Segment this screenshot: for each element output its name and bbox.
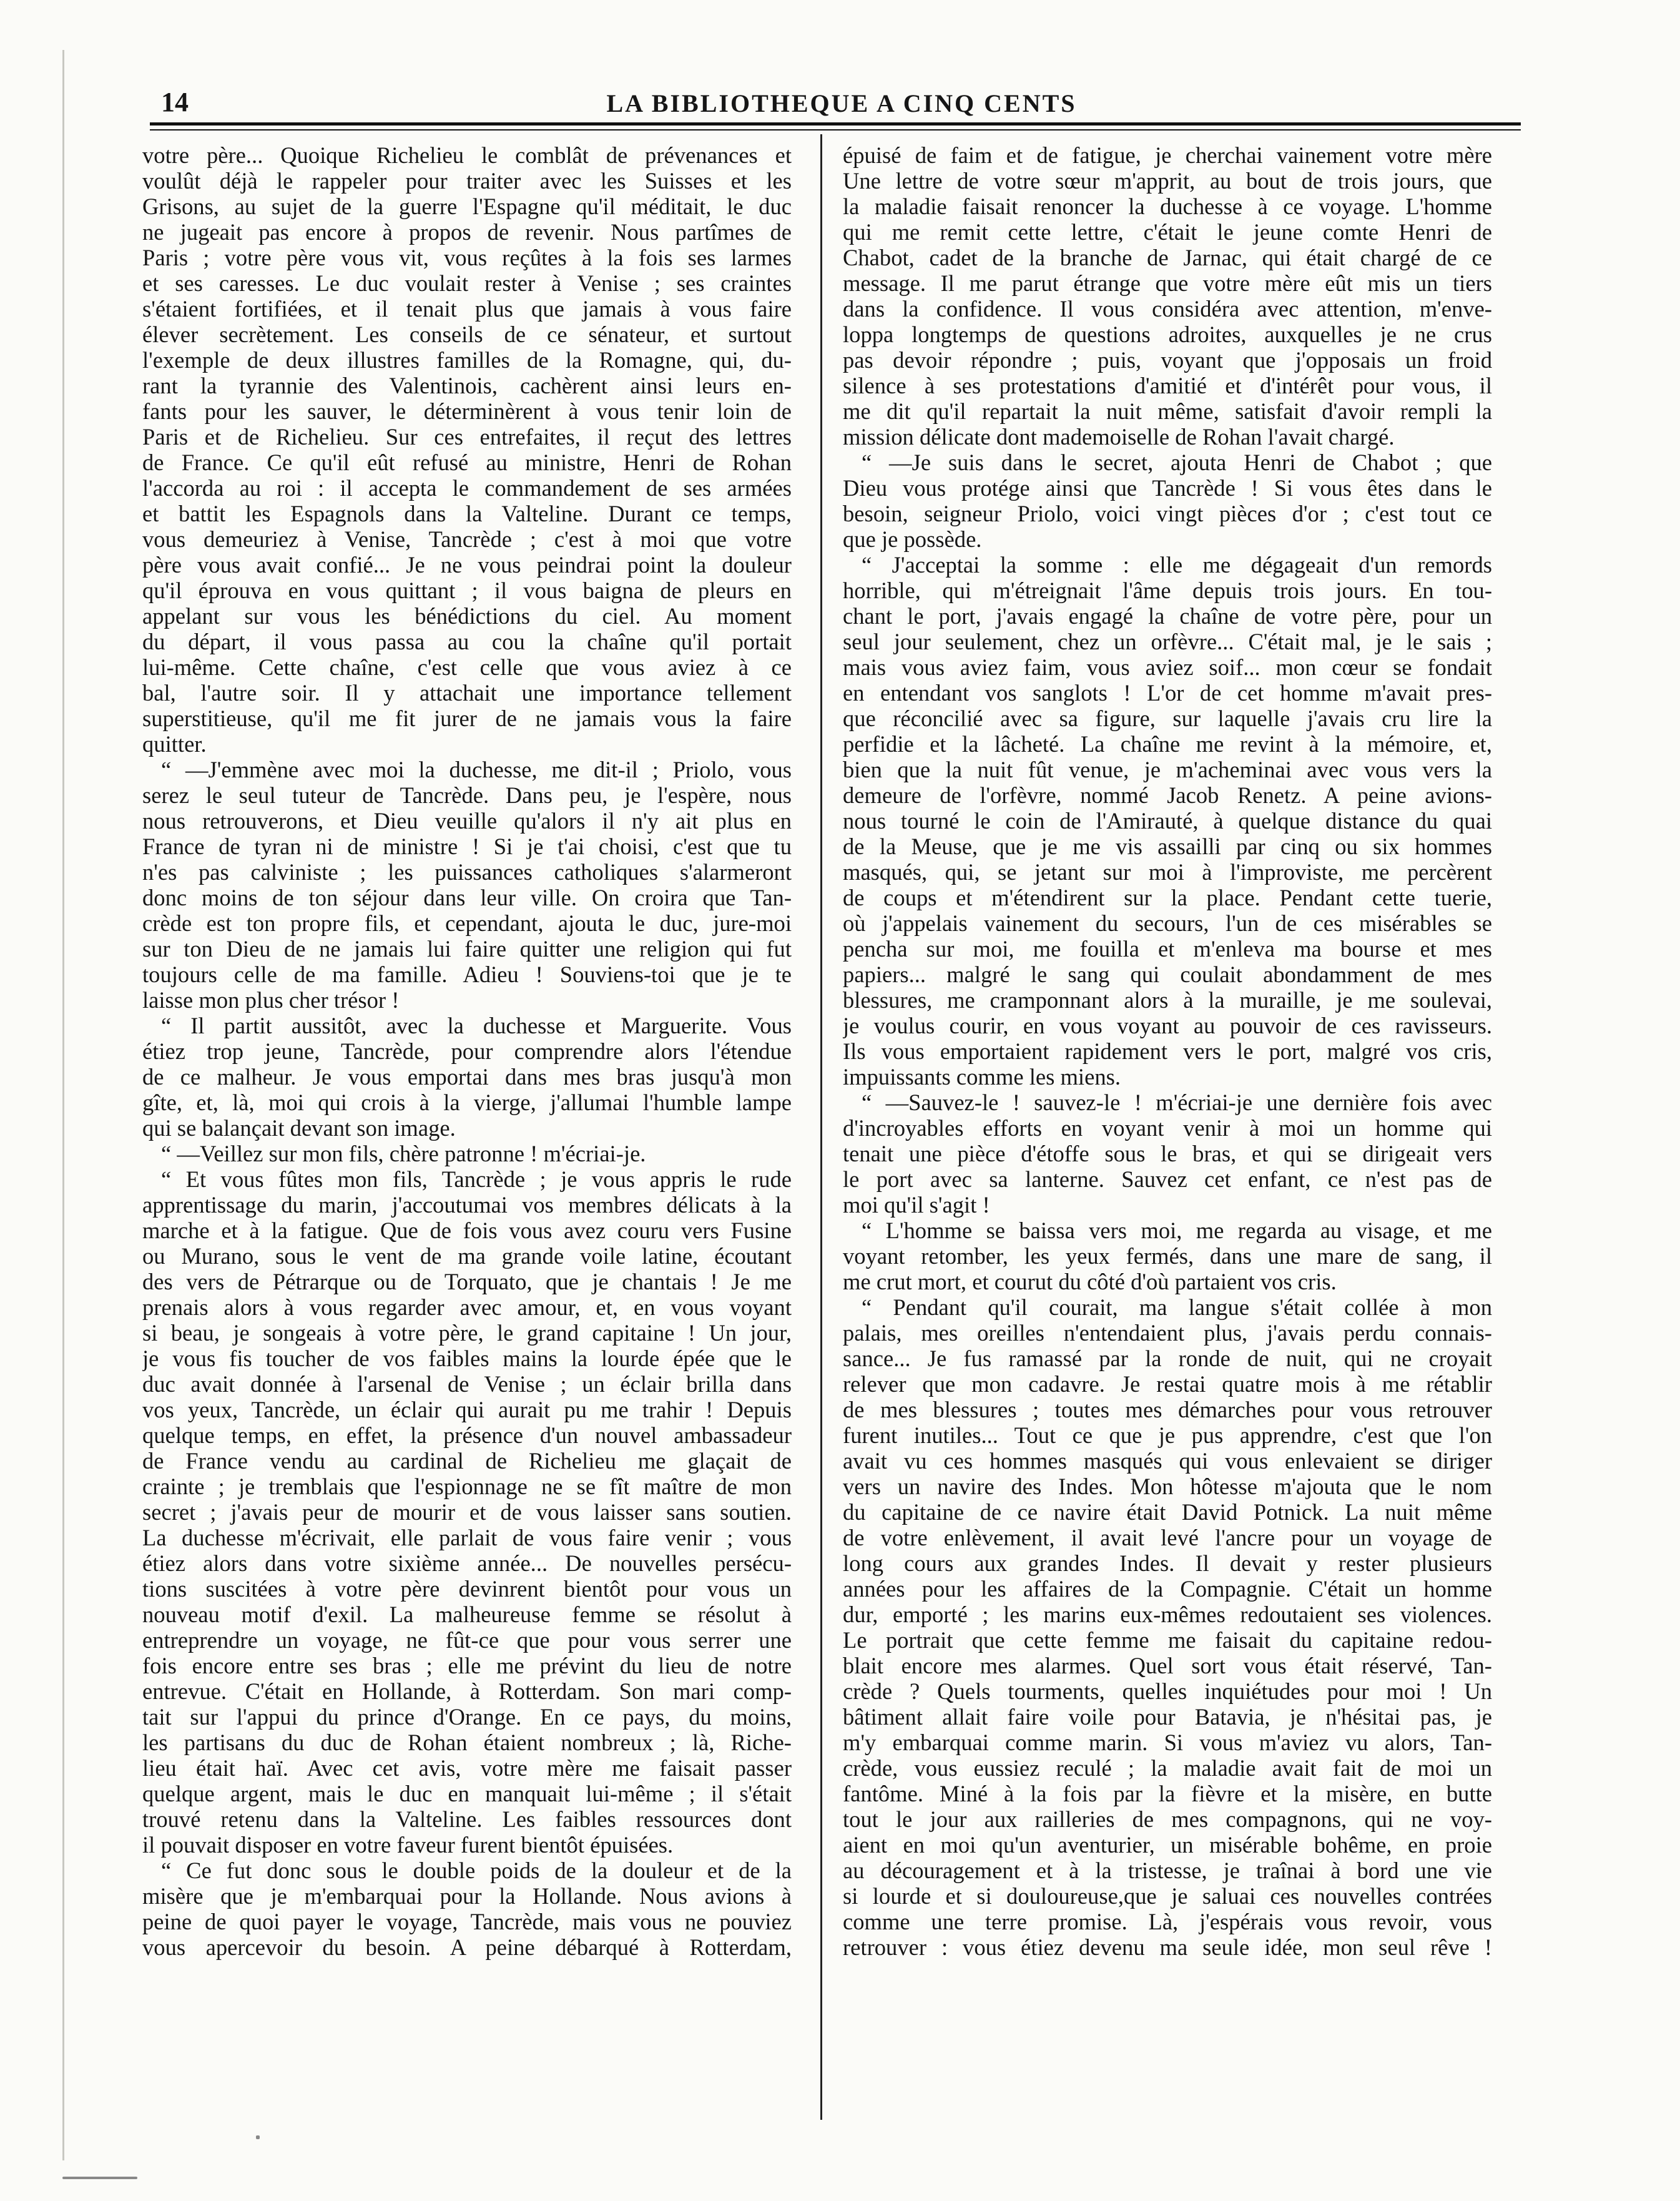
text-line: vous demeuriez à Venise, Tancrède ; c'est à moi que votre	[142, 526, 792, 552]
text-line: entreprendre un voyage, ne fût-ce que pour vous serrer une	[142, 1627, 792, 1653]
text-line: peine de quoi payer le voyage, Tancrède, mais vous ne pouviez	[142, 1909, 792, 1934]
text-line: quitter.	[142, 731, 207, 757]
text-line: fants pour les sauver, le déterminèrent à vous tenir loin de	[142, 398, 792, 424]
text-line: “ —J'emmène avec moi la duchesse, me dit-il ; Priolo, vous	[161, 757, 792, 782]
text-line: pas devoir répondre ; puis, voyant que j'opposais un froid	[843, 347, 1492, 373]
ink-speck	[256, 2135, 260, 2139]
text-line: relever que mon cadavre. Je restai quatre mois à me rétablir	[843, 1371, 1492, 1397]
text-line: La duchesse m'écrivait, elle parlait de vous faire venir ; vous	[142, 1525, 792, 1550]
text-line: qui se balançait devant son image.	[142, 1115, 456, 1141]
text-line: le port avec sa lanterne. Sauvez cet enfant, ce n'est pas de	[843, 1166, 1492, 1192]
text-line: crède ? Quels tourments, quelles inquiétudes pour moi ! Un	[843, 1678, 1492, 1704]
text-line: impuissants comme les miens.	[843, 1064, 1121, 1090]
text-line: “ Pendant qu'il courait, ma langue s'était collée à mon	[862, 1294, 1492, 1320]
text-line: aient en moi qu'un aventurier, un misérable bohême, en proie	[843, 1832, 1492, 1858]
text-line: laisse mon plus cher trésor !	[142, 987, 400, 1013]
text-line: vous apercevoir du besoin. A peine débarqué à Rotterdam,	[142, 1934, 792, 1960]
text-line: quelque temps, en effet, la présence d'un nouvel ambassadeur	[142, 1422, 792, 1448]
text-line: les partisans du duc de Rohan étaient nombreux ; là, Riche-	[142, 1730, 792, 1755]
text-line: marche et à la fatigue. Que de fois vous avez couru vers Fusine	[142, 1218, 792, 1243]
text-line: Ils vous emportaient rapidement vers le port, malgré vos cris,	[843, 1038, 1492, 1064]
text-line: père vous avait confié... Je ne vous peindrai point la douleur	[142, 552, 792, 578]
text-line: nous tourné le coin de l'Amirauté, à quelque distance du quai	[843, 808, 1492, 834]
text-line: blait encore mes alarmes. Quel sort vous était réservé, Tan-	[843, 1653, 1492, 1678]
text-line: perfidie et la lâcheté. La chaîne me revint à la mémoire, et,	[843, 731, 1492, 757]
text-line: Chabot, cadet de la branche de Jarnac, qui était chargé de ce	[843, 245, 1492, 270]
text-line: trouvé retenu dans la Valteline. Les faibles ressources dont	[142, 1806, 792, 1832]
text-line: donc moins de ton séjour dans leur ville. On croira que Tan-	[142, 885, 792, 910]
text-line: mission délicate dont mademoiselle de Rohan l'avait chargé.	[843, 424, 1395, 450]
text-line: de France. Ce qu'il eût refusé au ministre, Henri de Rohan	[142, 450, 792, 475]
text-line: tenait une pièce d'étoffe sous le bras, et qui se dirigeait vers	[843, 1141, 1492, 1166]
text-line: de ce malheur. Je vous emportai dans mes bras jusqu'à mon	[142, 1064, 792, 1090]
text-line: me crut mort, et courut du côté d'où partaient vos cris.	[843, 1269, 1337, 1294]
text-line: blessures, me cramponnant alors à la muraille, je me soulevai,	[843, 987, 1492, 1013]
text-line: m'y embarquai comme marin. Si vous m'aviez vu alors, Tan-	[843, 1730, 1492, 1755]
text-line: “ —Sauvez-le ! sauvez-le ! m'écriai-je une dernière fois avec	[862, 1090, 1492, 1115]
text-line: épuisé de faim et de fatigue, je cherchai vainement votre mère	[843, 142, 1492, 168]
text-line: retrouver : vous étiez devenu ma seule idée, mon seul rêve !	[843, 1934, 1492, 1960]
text-line: voyant retomber, les yeux fermés, dans une mare de sang, il	[843, 1243, 1492, 1269]
text-line: s'étaient fortifiées, et il tenait plus que jamais à vous faire	[142, 296, 792, 322]
text-line: chant le port, j'avais engagé la chaîne de votre père, pour un	[843, 603, 1492, 629]
text-line: fois encore entre ses bras ; elle me prévint du lieu de notre	[142, 1653, 792, 1678]
page-edge-rule	[62, 50, 64, 2160]
running-title: LA BIBLIOTHEQUE A CINQ CENTS	[606, 89, 1077, 117]
text-line: nous retrouverons, et Dieu veuille qu'alors il n'y ait plus en	[142, 808, 792, 834]
text-line: ou Murano, sous le vent de ma grande voile latine, écoutant	[142, 1243, 792, 1269]
text-line: secret ; j'avais peur de mourir et de vous laisser sans soutien.	[142, 1499, 792, 1525]
text-line: et battit les Espagnols dans la Valteline. Durant ce temps,	[142, 501, 792, 526]
text-line: de France vendu au cardinal de Richelieu me glaçait de	[142, 1448, 792, 1474]
text-line: que je possède.	[843, 526, 982, 552]
text-line: de coups et m'étendirent sur la place. Pendant cette tuerie,	[843, 885, 1492, 910]
text-line: de mes blessures ; toutes mes démarches pour vous retrouver	[843, 1397, 1492, 1422]
text-line: misère que je m'embarquai pour la Hollande. Nous avions à	[142, 1883, 792, 1909]
text-line: avait vu ces hommes masqués qui vous enlevaient se diriger	[843, 1448, 1492, 1474]
text-line: bâtiment allait faire voile pour Batavia, je n'hésitai pas, je	[843, 1704, 1492, 1730]
text-line: étiez trop jeune, Tancrède, pour comprendre alors l'étendue	[142, 1038, 792, 1064]
text-line: que réconcilié avec sa figure, sur laquelle j'avais cru lire la	[843, 706, 1492, 731]
text-line: “ L'homme se baissa vers moi, me regarda au visage, et me	[862, 1218, 1492, 1243]
text-line: me dit qu'il repartait la nuit même, satisfait d'avoir rempli la	[843, 398, 1492, 424]
text-line: rant la tyrannie des Valentinois, cachèrent ainsi leurs en-	[142, 373, 792, 398]
text-line: demeure de l'orfèvre, nommé Jacob Renetz. A peine avions-	[843, 782, 1492, 808]
text-line: si beau, je songeais à votre père, le grand capitaine ! Un jour,	[142, 1320, 792, 1346]
text-line: et ses caresses. Le duc voulait rester à Venise ; ses craintes	[142, 270, 792, 296]
text-line: “ —Veillez sur mon fils, chère patronne ! m'écriai-je.	[161, 1141, 646, 1166]
text-line: tions suscitées à votre père devinrent bientôt pour vous un	[142, 1576, 792, 1602]
text-line: long cours aux grandes Indes. Il devait y rester plusieurs	[843, 1550, 1492, 1576]
text-line: je voulus courir, en vous voyant au pouvoir de ces ravisseurs.	[843, 1013, 1492, 1038]
text-line: pencha sur moi, me fouilla et m'enleva ma bourse et mes	[843, 936, 1492, 962]
text-line: Paris et de Richelieu. Sur ces entrefaites, il reçut des lettres	[142, 424, 792, 450]
text-line: papiers... malgré le sang qui coulait abondamment de mes	[843, 962, 1492, 987]
text-line: toujours celle de ma famille. Adieu ! Souviens-toi que je te	[142, 962, 792, 987]
text-line: Paris ; votre père vous vit, vous reçûtes à la fois ses larmes	[142, 245, 792, 270]
column-divider	[820, 134, 822, 2120]
text-line: du départ, il vous passa au cou la chaîne qu'il portait	[142, 629, 792, 654]
text-line: horrible, qui m'étreignait l'âme depuis trois jours. En tou-	[843, 578, 1492, 603]
page-header	[161, 86, 1522, 124]
text-line: entrevue. C'était en Hollande, à Rotterdam. Son mari comp-	[142, 1678, 792, 1704]
text-line: Dieu vous protége ainsi que Tancrède ! Si vous êtes dans le	[843, 475, 1492, 501]
text-line: masqués, qui, se jetant sur moi à l'improviste, me percèrent	[843, 859, 1492, 885]
text-line: lieu était haï. Avec cet avis, votre mère me faisait passer	[142, 1755, 792, 1781]
text-line: furent inutiles... Tout ce que je pus apprendre, c'est que l'on	[843, 1422, 1492, 1448]
text-line: dur, emporté ; les marins eux-mêmes redoutaient ses violences.	[843, 1602, 1492, 1627]
text-line: tait sur l'appui du prince d'Orange. En ce pays, du moins,	[142, 1704, 792, 1730]
text-line: “ Et vous fûtes mon fils, Tancrède ; je vous appris le rude	[161, 1166, 792, 1192]
text-line: duc avait donnée à l'arsenal de Venise ; un éclair brilla dans	[142, 1371, 792, 1397]
text-line: crainte ; je tremblais que l'espionnage ne se fît maître de mon	[142, 1474, 792, 1499]
text-line: qui me remit cette lettre, c'était le jeune comte Henri de	[843, 219, 1492, 245]
text-line: je vous fis toucher de vos faibles mains la lourde épée que le	[142, 1346, 792, 1371]
text-line: bien que la nuit fût venue, je m'acheminai avec vous vers la	[843, 757, 1492, 782]
text-line: moi qu'il s'agit !	[843, 1192, 990, 1218]
text-line: fantôme. Miné à la fois par la fièvre et la misère, en butte	[843, 1781, 1492, 1806]
text-line: besoin, seigneur Priolo, voici vingt pièces d'or ; c'est tout ce	[843, 501, 1492, 526]
text-line: d'incroyables efforts en voyant venir à moi un homme qui	[843, 1115, 1492, 1141]
text-line: message. Il me parut étrange que votre mère eût mis un tiers	[843, 270, 1492, 296]
text-line: des vers de Pétrarque ou de Torquato, que je chantais ! Je me	[142, 1269, 792, 1294]
text-line: la maladie faisait renoncer la duchesse à ce voyage. L'homme	[843, 194, 1492, 219]
text-line: “ Il partit aussitôt, avec la duchesse et Marguerite. Vous	[161, 1013, 792, 1038]
text-line: vos yeux, Tancrède, un éclair qui aurait pu me trahir ! Depuis	[142, 1397, 792, 1422]
text-line: comme une terre promise. Là, j'espérais vous revoir, vous	[843, 1909, 1492, 1934]
header-rule-thick	[150, 122, 1521, 126]
text-line: de la Meuse, que je me vis assailli par cinq ou six hommes	[843, 834, 1492, 859]
text-line: appelant sur vous les bénédictions du ciel. Au moment	[142, 603, 792, 629]
text-line: élever secrètement. Les conseils de ce sénateur, et surtout	[142, 322, 792, 347]
text-line: dans la confidence. Il vous considéra avec attention, m'enve-	[843, 296, 1492, 322]
text-line: n'es pas calviniste ; les puissances catholiques s'alarmeront	[142, 859, 792, 885]
text-line: en entendant vos sanglots ! L'or de cet homme m'avait pres-	[843, 680, 1492, 706]
text-line: silence à ses protestations d'amitié et d'intérêt pour vous, il	[843, 373, 1492, 398]
text-line: où j'appelais vainement du secours, l'un de ces misérables se	[843, 910, 1492, 936]
text-line: crède, vous eussiez reculé ; la maladie avait fait de moi un	[843, 1755, 1492, 1781]
text-line: étiez alors dans votre sixième année... De nouvelles persécu-	[142, 1550, 792, 1576]
text-line: palais, mes oreilles n'entendaient plus, j'avais perdu connais-	[843, 1320, 1492, 1346]
text-line: voulût déjà le rappeler pour traiter avec les Suisses et les	[142, 168, 792, 194]
header-rule-thin	[150, 129, 1521, 130]
text-line: nouveau motif d'exil. La malheureuse femme se résolut à	[142, 1602, 792, 1627]
text-line: superstitieuse, qu'il me fit jurer de ne jamais vous la faire	[142, 706, 792, 731]
text-line: bal, l'autre soir. Il y attachait une importance tellement	[142, 680, 792, 706]
text-line: quelque argent, mais le duc en manquait lui-même ; il s'était	[142, 1781, 792, 1806]
text-line: sur ton Dieu de ne jamais lui faire quitter une religion qui fut	[142, 936, 792, 962]
text-line: l'exemple de deux illustres familles de la Romagne, qui, du-	[142, 347, 792, 373]
text-line: qu'il éprouva en vous quittant ; il vous baigna de pleurs en	[142, 578, 792, 603]
text-line: tout le jour aux railleries de mes compagnons, qui ne voy-	[843, 1806, 1492, 1832]
text-line: années pour les affaires de la Compagnie. C'était un homme	[843, 1576, 1492, 1602]
text-line: Une lettre de votre sœur m'apprit, au bout de trois jours, que	[843, 168, 1492, 194]
text-line: “ Ce fut donc sous le double poids de la douleur et de la	[161, 1858, 792, 1883]
text-line: il pouvait disposer en votre faveur furent bientôt épuisées.	[142, 1832, 674, 1858]
text-line: au découragement et à la tristesse, je traînai à bord une vie	[843, 1858, 1492, 1883]
text-line: Le portrait que cette femme me faisait du capitaine redou-	[843, 1627, 1492, 1653]
text-line: vers un navire des Indes. Mon hôtesse m'ajouta que le nom	[843, 1474, 1492, 1499]
text-line: seul jour seulement, chez un orfèvre... C'était mal, je le sais ;	[843, 629, 1492, 654]
text-line: sance... Je fus ramassé par la ronde de nuit, qui ne croyait	[843, 1346, 1492, 1371]
text-line: mais vous aviez faim, vous aviez soif... mon cœur se fondait	[843, 654, 1492, 680]
text-line: loppa longtemps de questions adroites, auxquelles je ne crus	[843, 322, 1492, 347]
text-line: “ J'acceptai la somme : elle me dégageait d'un remords	[862, 552, 1492, 578]
text-line: du capitaine de ce navire était David Potnick. La nuit même	[843, 1499, 1492, 1525]
text-line: apprentissage du marin, j'accoutumai vos membres délicats à la	[142, 1192, 792, 1218]
text-line: l'accorda au roi : il accepta le commandement de ses armées	[142, 475, 792, 501]
text-line: “ —Je suis dans le secret, ajouta Henri de Chabot ; que	[862, 450, 1492, 475]
text-line: lui-même. Cette chaîne, c'est celle que vous aviez à ce	[142, 654, 792, 680]
text-column-right	[843, 142, 1492, 2128]
ink-smudge	[62, 2177, 137, 2179]
text-line: si lourde et si douloureuse,que je saluai ces nouvelles contrées	[843, 1883, 1492, 1909]
text-line: France de tyran ni de ministre ! Si je t'ai choisi, c'est que tu	[142, 834, 792, 859]
text-line: serez le seul tuteur de Tancrède. Dans peu, je l'espère, nous	[142, 782, 792, 808]
text-line: ne jugeait pas encore à propos de revenir. Nous partîmes de	[142, 219, 792, 245]
page-number: 14	[161, 87, 189, 117]
text-line: votre père... Quoique Richelieu le comblât de prévenances et	[142, 142, 792, 168]
text-line: Grisons, au sujet de la guerre l'Espagne qu'il méditait, le duc	[142, 194, 792, 219]
text-line: prenais alors à vous regarder avec amour, et, en vous voyant	[142, 1294, 792, 1320]
text-column-left	[142, 142, 792, 2128]
text-line: de votre enlèvement, il avait levé l'ancre pour un voyage de	[843, 1525, 1492, 1550]
text-line: gîte, et, là, moi qui crois à la vierge, j'allumai l'humble lampe	[142, 1090, 792, 1115]
text-line: crède est ton propre fils, et cependant, ajouta le duc, jure-moi	[142, 910, 792, 936]
